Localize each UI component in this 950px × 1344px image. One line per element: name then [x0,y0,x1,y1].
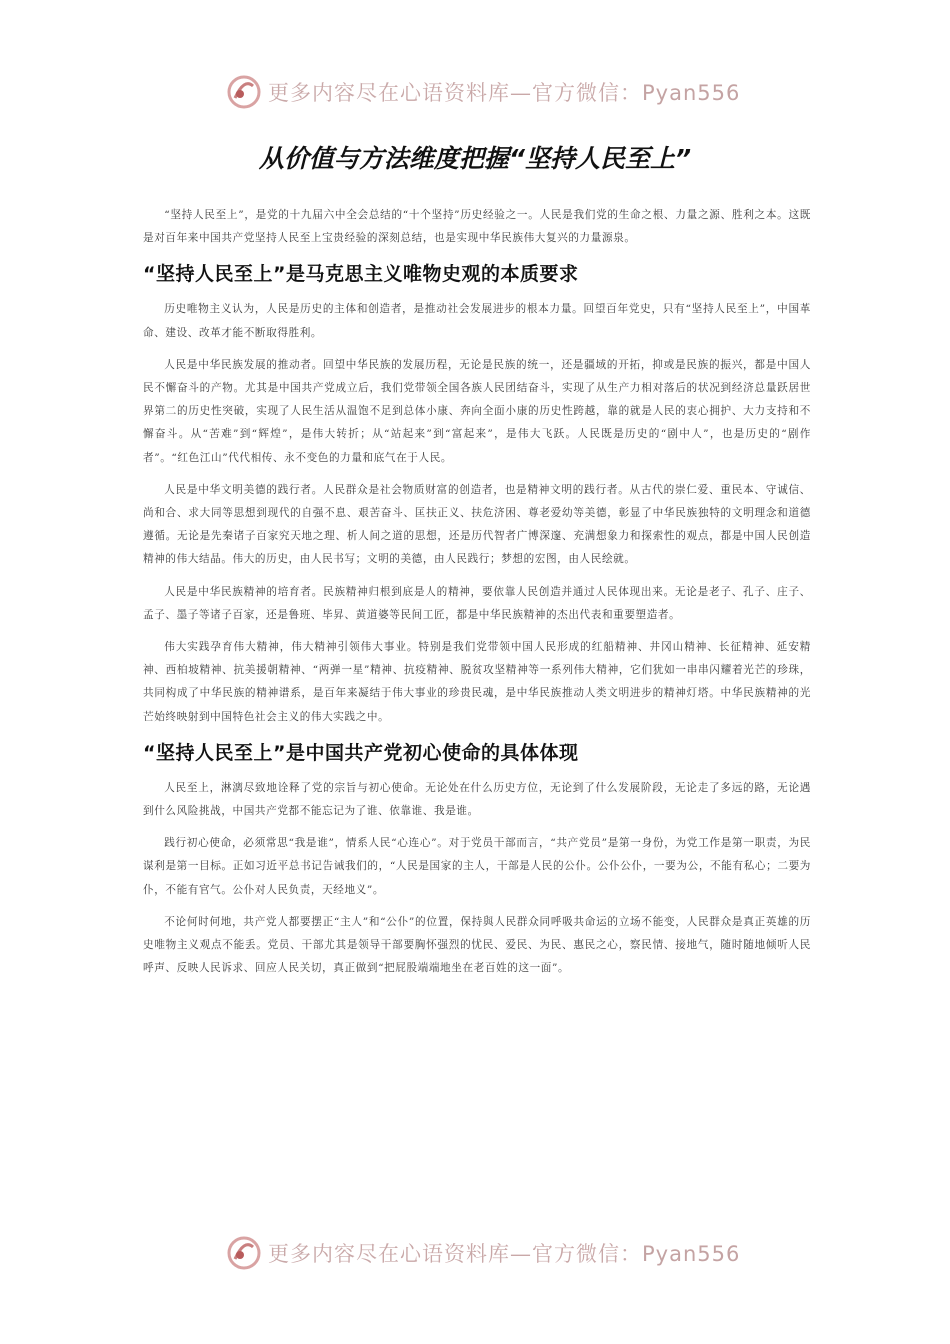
footer-banner [226,1233,741,1273]
paragraph: 伟大实践孕育伟大精神，伟大精神引领伟大事业。特别是我们党带领中国人民形成的红船精神、井冈山精神、长征精神、延安精神、西柏坡精神、抗美援朝精神、“两弹一星”精神、抗疫精神、脱贫攻坚精神等一系列伟大精神，它们犹如一串串闪耀着光芒的珍珠，共同构成了中华民族的精神谱系，是百年来凝结于伟大事业的珍贵民魂，是中华民族推动人类文明进步的精神灯塔。中华民族精神的光芒始终映射到中国特色社会主义的伟大实践之中。 [143,641,811,723]
banner-text: 更多内容尽在心语资料库—官方微信：Pyan556 [268,1242,741,1266]
paragraph: 历史唯物主义认为，人民是历史的主体和创造者，是推动社会发展进步的根本力量。回望百年党史，只有“坚持人民至上”，中国革命、建设、改革才能不断取得胜利。 [143,303,811,339]
wechat-id: Pyan556 [642,1242,741,1266]
article-body [143,204,811,989]
intro-paragraph: “坚持人民至上”，是党的十九届六中全会总结的“十个坚持”历史经验之一。人民是我们党的生命之根、力量之源、胜利之本。这既是对百年来中国共产党坚持人民至上宝贵经验的深刻总结，也是实现中华民族伟大复兴的力量源泉。 [143,209,811,245]
header-banner [226,72,741,112]
logo-icon [226,74,262,110]
paragraph: 人民是中华民族精神的培育者。民族精神归根到底是人的精神，要依靠人民创造并通过人民体现出来。无论是老子、孔子、庄子、孟子、墨子等诸子百家，还是鲁班、毕昇、黄道婆等民间工匠，都是中华民族精神的杰出代表和重要塑造者。 [143,585,811,621]
paragraph: 人民至上，淋漓尽致地诠释了党的宗旨与初心使命。无论处在什么历史方位，无论到了什么发展阶段，无论走了多远的路，无论遇到什么风险挑战，中国共产党都不能忘记为了谁、依靠谁、我是谁。 [143,781,811,818]
paragraph: 人民是中华文明美德的践行者。人民群众是社会物质财富的创造者，也是精神文明的践行者。从古代的崇仁爱、重民本、守诚信、尚和合、求大同等思想到现代的自强不息、艰苦奋斗、匡扶正义、扶危济困、尊老爱幼等美德，彰显了中华民族独特的文明理念和道德遵循。无论是先秦诸子百家究天地之理、析人间之道的思想，还是历代智者广博深邃、充满想象力和探索性的观点，都是中国人民创造精神的伟大结晶。伟大的历史，由人民书写；文明的美德，由人民践行；梦想的宏图，由人民绘就。 [143,483,811,566]
section-heading-2: “坚持人民至上”是中国共产党初心使命的具体体现 [143,741,579,764]
banner-text: 更多内容尽在心语资料库—官方微信：Pyan556 [268,81,741,105]
paragraph: 人民是中华民族发展的推动者。回望中华民族的发展历程，无论是民族的统一，还是疆域的开拓，抑或是民族的振兴，都是中国人民不懈奋斗的产物。尤其是中国共产党成立后，我们党带领全国各族人民团结奋斗，实现了从生产力相对落后的状况到经济总量跃居世界第二的历史性突破，实现了人民生活从温饱不足到总体小康、奔向全面小康的历史性跨越，靠的就是人民的衷心拥护、大力支持和不懈奋斗。从“苦难”到“辉煌”，是伟大转折；从“站起来”到“富起来”，是伟大飞跃。人民既是历史的“剧中人”，也是历史的“剧作者”。“红色江山”代代相传、永不变色的力量和底气在于人民。 [143,358,811,464]
section-heading-1: “坚持人民至上”是马克思主义唯物史观的本质要求 [143,263,579,286]
page-title: 从价值与方法维度把握“坚持人民至上” [258,144,692,173]
paragraph: 不论何时何地，共产党人都要摆正“主人”和“公仆”的位置，保持與人民群众同呼吸共命运的立场不能变，人民群众是真正英雄的历史唯物主义观点不能丢。党员、干部尤其是领导干部要胸怀强烈的忧民、爱民、为民、惠民之心，察民情、接地气，随时随地倾听人民呼声、反映人民诉求、回应人民关切，真正做到“把屁股端端地坐在老百姓的这一面”。 [143,915,811,975]
logo-icon [226,1235,262,1271]
paragraph: 践行初心使命，必须常思“我是谁”，情系人民“心连心”。对于党员干部而言，“共产党员”是第一身份，为党工作是第一职责，为民谋利是第一目标。正如习近平总书记告诫我们的，“人民是国家的主人，干部是人民的公仆。公仆公仆，一要为公，不能有私心；二要为仆，不能有官气。公仆对人民负责，天经地义”。 [143,837,811,896]
wechat-id: Pyan556 [642,81,741,105]
